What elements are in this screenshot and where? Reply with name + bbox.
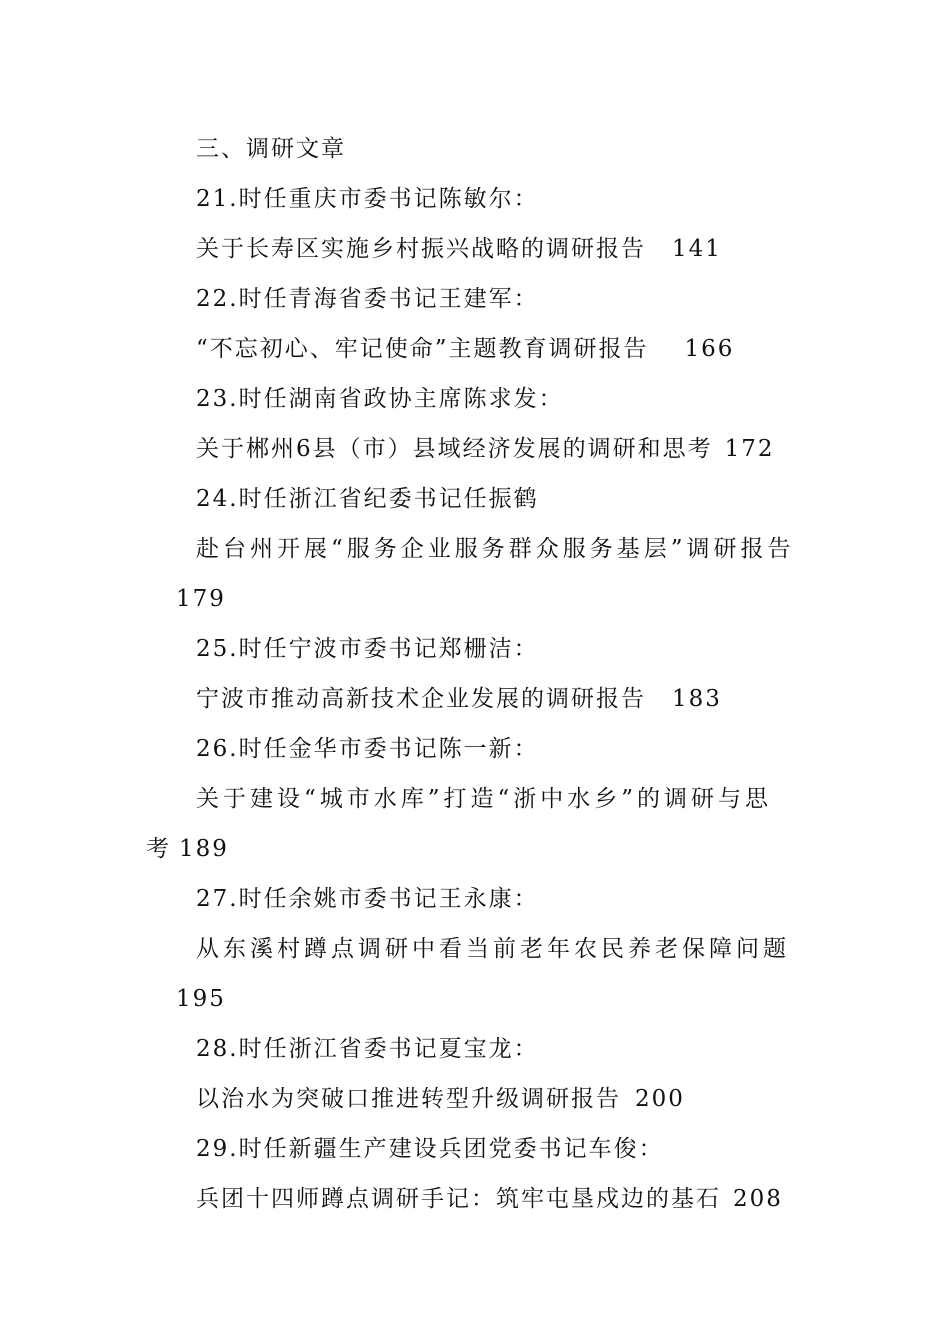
toc-title-text: 关于建设“城市水库”打造“浙中水乡”的调研与思 <box>196 786 773 812</box>
toc-title-text: 关于长寿区实施乡村振兴战略的调研报告 <box>196 236 646 262</box>
toc-page-number: 172 <box>724 436 775 462</box>
toc-author: 26.时任金华市委书记陈一新： <box>196 736 539 762</box>
toc-title-text: “不忘初心、牢记使命”主题教育调研报告 <box>196 336 649 362</box>
toc-title <box>196 684 722 714</box>
toc-author: 24.时任浙江省纪委书记任振鹤 <box>196 486 539 512</box>
section-heading: 三、调研文章 <box>196 136 346 162</box>
toc-page-number: 189 <box>179 836 229 862</box>
toc-page-number: 183 <box>672 686 722 712</box>
toc-title <box>196 234 722 264</box>
toc-author: 28.时任浙江省委书记夏宝龙： <box>196 1036 539 1062</box>
toc-page-number: 208 <box>733 1186 783 1212</box>
toc-page-number: 195 <box>176 986 226 1012</box>
toc-title-text: 以治水为突破口推进转型升级调研报告 <box>196 1086 621 1112</box>
toc-title <box>196 434 775 464</box>
toc-title-text: 从东溪村蹲点调研中看当前老年农民养老保障问题 <box>196 936 790 962</box>
toc-title-text: 考 <box>146 836 171 862</box>
toc-author: 21.时任重庆市委书记陈敏尔： <box>196 186 539 212</box>
toc-title <box>196 1084 685 1114</box>
toc-author: 25.时任宁波市委书记郑栅洁： <box>196 636 539 662</box>
toc-title <box>196 1184 783 1214</box>
toc-page-number: 141 <box>672 236 722 262</box>
toc-title-text: 赴台州开展“服务企业服务群众服务基层”调研报告 <box>196 536 795 562</box>
toc-title-text: 关于郴州6县（市）县域经济发展的调研和思考 <box>196 436 713 462</box>
toc-title-text: 宁波市推动高新技术企业发展的调研报告 <box>196 686 646 712</box>
toc-title-text: 兵团十四师蹲点调研手记：筑牢屯垦戍边的基石 <box>196 1186 721 1212</box>
toc-page-number: 200 <box>635 1086 685 1112</box>
toc-page-number: 166 <box>684 336 735 362</box>
toc-title <box>196 334 734 364</box>
toc-author: 29.时任新疆生产建设兵团党委书记车俊： <box>196 1136 664 1162</box>
toc-title <box>146 834 229 864</box>
toc-author: 27.时任余姚市委书记王永康： <box>196 886 539 912</box>
toc-author: 22.时任青海省委书记王建军： <box>196 286 539 312</box>
toc-page-number: 179 <box>176 586 226 612</box>
toc-author: 23.时任湖南省政协主席陈求发： <box>196 386 564 412</box>
